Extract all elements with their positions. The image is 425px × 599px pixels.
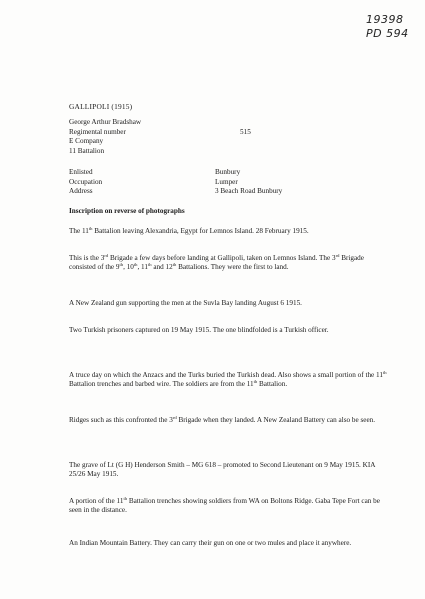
- regimental-number-row: [69, 127, 251, 137]
- detail-label: Enlisted: [69, 168, 93, 176]
- detail-label: Address: [69, 187, 93, 195]
- handwritten-reference-code: PD 594: [366, 27, 409, 40]
- regimental-number-label: Regimental number: [69, 127, 126, 136]
- detail-row-address: [69, 187, 283, 196]
- soldier-name: George Arthur Bradshaw: [69, 118, 142, 126]
- battalion: 11 Battalion: [69, 146, 105, 155]
- handwritten-accession-number: 19398: [366, 13, 404, 26]
- company: E Company: [69, 137, 104, 145]
- caption-1: The 11th Battalion leaving Alexandria, Egypt for Lemnos Island. 28 February 1915.: [69, 226, 309, 235]
- detail-value: Lumper: [215, 177, 238, 186]
- caption-2: This is the 3rd Brigade a few days before landing at Gallipoli, taken on Lemnos Island. The 3rd Brigade consisted of the 9th, 10th, 11th and 12th Battalions. They were the first to land.: [69, 253, 364, 272]
- caption-6: Ridges such as this confronted the 3rd Brigade when they landed. A New Zealand Battery can also be seen.: [69, 415, 376, 424]
- caption-7: The grave of Lt (G H) Henderson Smith – MG 618 – promoted to Second Lieutenant on 9 May 1915. KIA 25/26 May 1915.: [69, 461, 376, 479]
- document-heading: GALLIPOLI (1915): [69, 102, 133, 111]
- detail-value: 3 Beach Road Bunbury: [215, 187, 283, 195]
- caption-8: A portion of the 11th Battalion trenches showing soldiers from WA on Boltons Ridge. Gaba Tepe Fort can be seen in the distance.: [69, 496, 380, 515]
- detail-label: Occupation: [69, 177, 103, 186]
- detail-value: Bunbury: [215, 168, 241, 176]
- caption-9: An Indian Mountain Battery. They can carry their gun on one or two mules and place it anywhere.: [69, 539, 352, 547]
- detail-row-enlisted: [69, 168, 241, 177]
- caption-4: Two Turkish prisoners captured on 19 May 1915. The one blindfolded is a Turkish officer.: [69, 326, 329, 334]
- caption-3: A New Zealand gun supporting the men at the Suvla Bay landing August 6 1915.: [69, 299, 302, 307]
- caption-5: A truce day on which the Anzacs and the Turks buried the Turkish dead. Also shows a small portion of the 11th Battalion trenches and barbed wire. The soldiers are from the 11th Battalion.: [69, 370, 387, 389]
- detail-row-occupation: [69, 177, 238, 187]
- regimental-number-value: 515: [240, 127, 251, 136]
- inscription-heading: Inscription on reverse of photographs: [69, 207, 185, 215]
